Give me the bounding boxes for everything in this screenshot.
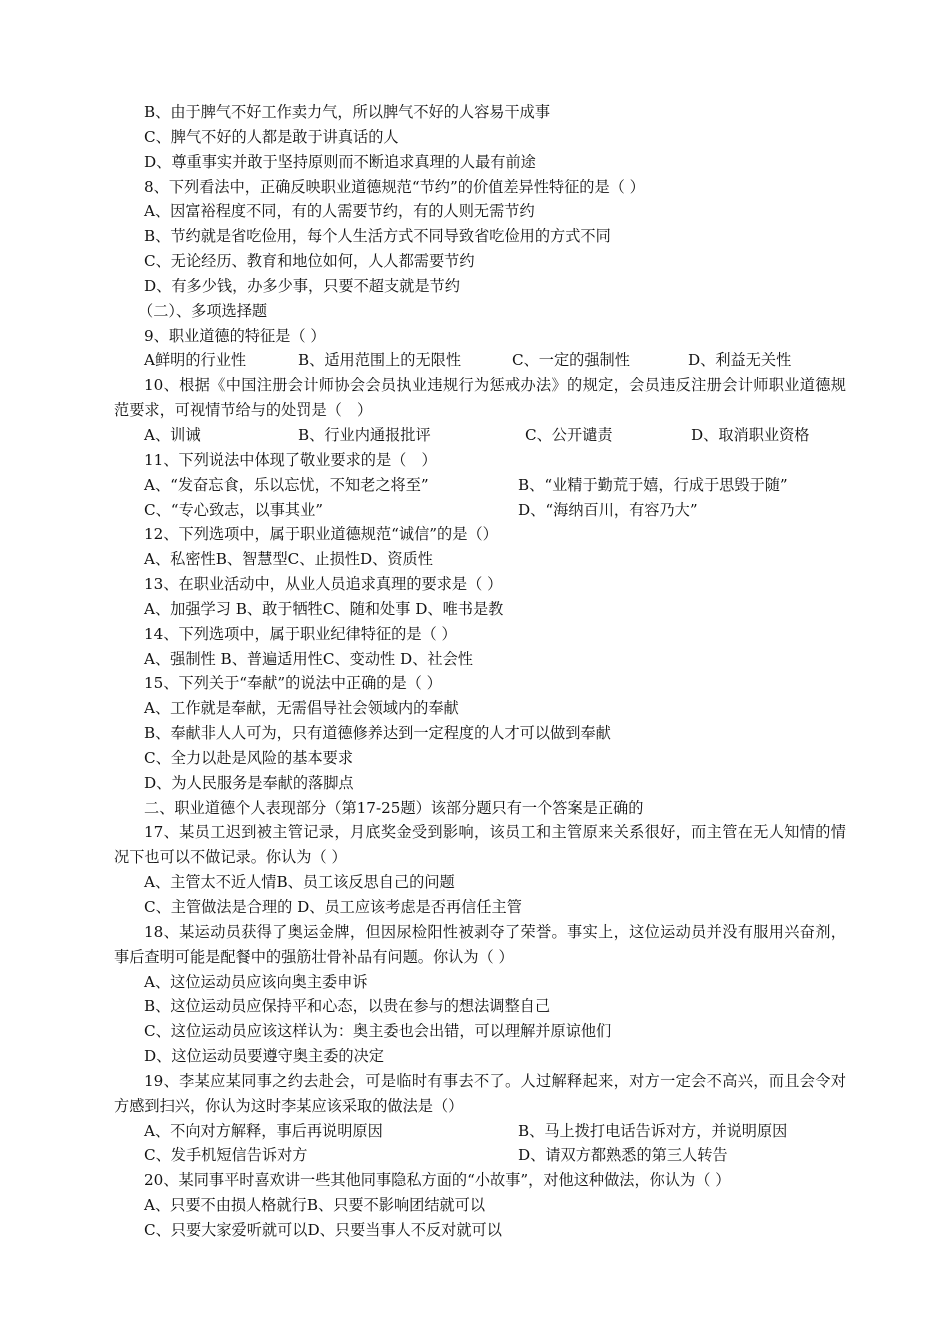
option-line: D、尊重事实并敢于坚持原则而不断追求真理的人最有前途 <box>144 152 536 171</box>
option-line: B、奉献非人人可为，只有道德修养达到一定程度的人才可以做到奉献 <box>144 724 611 743</box>
option: D、“海纳百川，有容乃大” <box>518 500 698 519</box>
option-line: C、全力以赴是风险的基本要求 <box>144 748 354 767</box>
question-20: 20、某同事平时喜欢讲一些其他同事隐私方面的“小故事”，对他这种做法，你认为（ ） <box>144 1171 731 1190</box>
options-row <box>114 1119 846 1144</box>
question-8: 8、下列看法中，正确反映职业道德规范“节约”的价值差异性特征的是（ ） <box>144 177 645 196</box>
part-heading: 二、职业道德个人表现部分（第17-25题）该部分题只有一个答案是正确的 <box>144 798 644 817</box>
options-row <box>114 423 846 448</box>
option-line: A、这位运动员应该向奥主委申诉 <box>144 972 368 991</box>
option: B、马上拨打电话告诉对方，并说明原因 <box>518 1121 788 1140</box>
option-line: B、由于脾气不好工作卖力气，所以脾气不好的人容易干成事 <box>144 103 551 121</box>
option: D、利益无关性 <box>688 351 792 370</box>
question-17: 17、某员工迟到被主管记录，月底奖金受到影响，该员工和主管原来关系很好，而主管在无人知情的情况下也可以不做记录。你认为（ ） <box>114 823 846 867</box>
option-line: A、加强学习 B、敢于牺牲C、随和处事 D、唯书是教 <box>144 599 504 618</box>
option: C、发手机短信告诉对方 <box>144 1146 308 1165</box>
document-body <box>114 100 846 1243</box>
option-line: C、主管做法是合理的 D、员工应该考虑是否再信任主管 <box>144 898 522 916</box>
options-row <box>114 498 846 523</box>
question-15: 15、下列关于“奉献”的说法中正确的是（ ） <box>144 674 442 693</box>
option-line: C、脾气不好的人都是敢于讲真话的人 <box>144 127 399 146</box>
option: D、请双方都熟悉的第三人转告 <box>518 1146 728 1165</box>
options-row <box>114 1143 846 1168</box>
option: A、训诫 <box>144 425 201 444</box>
question-13: 13、在职业活动中，从业人员追求真理的要求是（ ） <box>144 575 503 594</box>
question-12: 12、下列选项中，属于职业道德规范“诚信”的是（） <box>144 525 498 544</box>
option-line: A、只要不由损人格就行B、只要不影响团结就可以 <box>144 1196 486 1215</box>
section-heading: （二）、多项选择题 <box>138 301 268 320</box>
option: C、一定的强制性 <box>512 351 630 370</box>
option-line: A、因富裕程度不同，有的人需要节约，有的人则无需节约 <box>144 202 535 221</box>
option: B、“业精于勤荒于嬉，行成于思毁于随” <box>518 475 788 494</box>
question-9: 9、职业道德的特征是（ ） <box>144 326 326 345</box>
question-11: 11、下列说法中体现了敬业要求的是（ ） <box>144 450 437 469</box>
question-14: 14、下列选项中，属于职业纪律特征的是（ ） <box>144 624 457 643</box>
options-row <box>114 348 846 373</box>
option: A、“发奋忘食，乐以忘忧，不知老之将至” <box>144 475 429 494</box>
option-line: D、为人民服务是奉献的落脚点 <box>144 773 354 792</box>
option: B、行业内通报批评 <box>298 425 431 444</box>
option-line: D、有多少钱，办多少事，只要不超支就是节约 <box>144 276 460 295</box>
option-line: C、无论经历、教育和地位如何，人人都需要节约 <box>144 252 475 271</box>
option: A鲜明的行业性 <box>144 351 247 370</box>
option-line: B、这位运动员应保持平和心态，以贵在参与的想法调整自己 <box>144 997 551 1016</box>
option-line: C、这位运动员应该这样认为：奥主委也会出错，可以理解并原谅他们 <box>144 1022 612 1041</box>
question-10: 10、根据《中国注册会计师协会会员执业违规行为惩戒办法》的规定，会员违反注册会计师职业道德规范要求，可视情节给与的处罚是（ ） <box>114 376 846 420</box>
option-line: B、节约就是省吃俭用，每个人生活方式不同导致省吃俭用的方式不同 <box>144 227 611 246</box>
option: B、适用范围上的无限性 <box>298 351 462 370</box>
question-19: 19、李某应某同事之约去赴会，可是临时有事去不了。人过解释起来，对方一定会不高兴，而且会令对方感到扫兴，你认为这时李某应该采取的做法是（） <box>114 1071 846 1115</box>
question-18: 18、某运动员获得了奥运金牌，但因尿检阳性被剥夺了荣誉。事实上，这位运动员并没有服用兴奋剂，事后查明可能是配餐中的强筋壮骨补品有问题。你认为（ ） <box>114 922 846 966</box>
option: C、“专心致志，以事其业” <box>144 500 324 519</box>
option-line: A、主管太不近人情B、员工该反思自己的问题 <box>144 873 455 892</box>
option-line: A、强制性 B、普遍适用性C、变动性 D、社会性 <box>144 649 473 668</box>
option-line: A、私密性B、智慧型C、止损性D、资质性 <box>144 550 433 569</box>
option: A、不向对方解释，事后再说明原因 <box>144 1121 383 1140</box>
option-line: C、只要大家爱听就可以D、只要当事人不反对就可以 <box>144 1220 502 1239</box>
option: D、取消职业资格 <box>691 425 810 444</box>
options-row <box>114 473 846 498</box>
option: C、公开谴责 <box>525 425 613 444</box>
option-line: A、工作就是奉献，无需倡导社会领域内的奉献 <box>144 699 459 718</box>
option-line: D、这位运动员要遵守奥主委的决定 <box>144 1047 384 1066</box>
